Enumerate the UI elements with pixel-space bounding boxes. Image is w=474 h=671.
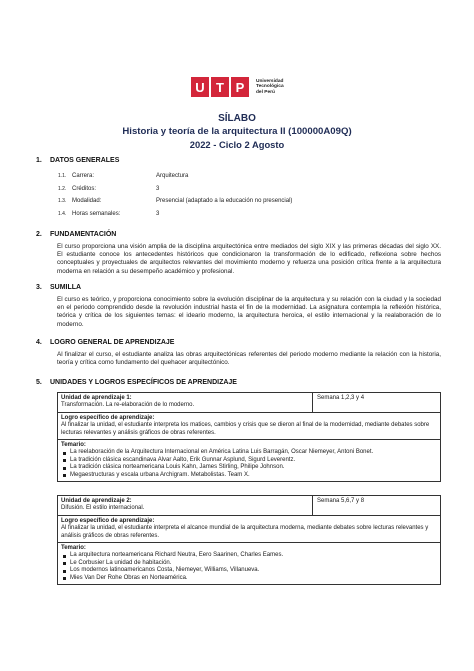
utp-logo xyxy=(191,76,290,98)
section-title: DATOS GENERALES xyxy=(50,157,120,164)
unit-table-2 xyxy=(57,495,441,585)
unit-subtitle: Transformación. La re-elaboración de lo moderno. xyxy=(61,402,195,409)
logro-text: Al finalizar la unidad, el estudiante interpreta los matices, cambios y crisis que se dieron al final de la modernidad, mediante debates sobre lecturas relevantes y análisis gráficos de obras referentes. xyxy=(61,422,430,436)
row-label: Horas semanales: xyxy=(72,211,121,217)
unit-temario-row xyxy=(58,440,440,481)
temario-item: La arquitectura norteamericana Richard Neutra, Eero Saarinen, Charles Eames. xyxy=(70,552,437,559)
row-label: Carrera: xyxy=(72,173,95,179)
course-title: Historia y teoría de la arquitectura II (100000A09Q) xyxy=(122,126,352,137)
unit-logro-row xyxy=(58,413,440,440)
temario-item: La tradición clásica escandinava Alvar Aalto, Erik Gunnar Asplund, Sigurd Leverentz. xyxy=(70,457,437,464)
section-number: 4. xyxy=(36,339,42,346)
temario-item: Mies Van Der Rohe Obras en Norteamérica. xyxy=(70,575,437,582)
section-title: LOGRO GENERAL DE APRENDIZAJE xyxy=(50,339,175,346)
section-title: SUMILLA xyxy=(50,284,82,291)
row-value: Arquitectura xyxy=(156,173,189,179)
section-title: UNIDADES Y LOGROS ESPECÍFICOS DE APRENDIZAJE xyxy=(50,379,237,386)
logro-general-text: Al finalizar el curso, el estudiante analiza las obras arquitectónicas referentes del periodo moderno mediante la relación con la historia, teoría y crítica como fundamento del quehacer arquitectónico. xyxy=(57,351,441,367)
temario-list xyxy=(61,449,437,479)
temario-title: Temario: xyxy=(61,545,86,552)
unit-temario-row xyxy=(58,543,440,584)
row-number: 1.4. xyxy=(58,211,67,217)
temario-item: La reelaboración de la Arquitectura Internacional en América Latina Luis Barragán, Oscar Niemeyer, Antoni Bonet. xyxy=(70,449,437,456)
unit-weeks: Semana 1,2,3 y 4 xyxy=(317,395,365,401)
section-number: 5. xyxy=(36,379,42,386)
fundamentacion-text: El curso proporciona una visión amplia de la disciplina arquitectónica entre mediados del siglo XIX y las primeras décadas del siglo XX. El estudiante conoce los antecedentes históricos que condicionaron la transformación de lo edificado, reflexiona sobre hechos conceptuales y proyectuales de arquitectos relevantes del movimiento moderno y refuerza una posición crítica frente a la arquitectura moderna en relación a su desempeño académico y profesional. xyxy=(57,243,441,275)
logro-title: Logro específico de aprendizaje: xyxy=(61,414,155,421)
unit-header-row xyxy=(58,496,440,516)
section-heading-unidades xyxy=(36,379,237,386)
row-number: 1.2. xyxy=(58,186,67,192)
document-title: SÍLABO xyxy=(218,113,256,124)
logo-letter-p: P xyxy=(231,77,249,97)
unit-title: Unidad de aprendizaje 1: xyxy=(61,395,132,401)
info-row-carrera xyxy=(58,173,188,179)
row-number: 1.3. xyxy=(58,198,67,204)
temario-item: Los modernos latinoamericanos Costa, Niemeyer, Williams, Villanueva. xyxy=(70,567,437,574)
logo-university-name: Universidad Tecnológica del Perú xyxy=(256,78,284,95)
logro-text: Al finalizar la unidad, el estudiante interpreta el alcance mundial de la arquitectura moderna, mediante debates sobre lecturas relevantes y análisis gráficos de obras referentes. xyxy=(61,525,429,539)
section-number: 3. xyxy=(36,284,42,291)
row-label: Modalidad: xyxy=(72,198,102,204)
temario-list xyxy=(61,552,437,582)
info-row-modalidad xyxy=(58,198,292,204)
section-heading-datos-generales xyxy=(36,157,119,164)
unit-subtitle: Difusión. El estilo internacional. xyxy=(61,505,145,512)
section-number: 2. xyxy=(36,231,42,238)
row-value: 3 xyxy=(156,211,160,217)
temario-item: Megaestructuras y escala urbana Archigram. Metabolistas. Team X. xyxy=(70,472,437,479)
section-heading-fundamentacion xyxy=(36,231,116,238)
course-period: 2022 - Ciclo 2 Agosto xyxy=(189,139,285,150)
unit-weeks: Semana 5,6,7 y 8 xyxy=(317,498,365,504)
unit-table-1 xyxy=(57,392,441,482)
section-heading-sumilla xyxy=(36,284,81,291)
row-value: 3 xyxy=(156,186,160,192)
logo-letter-u: U xyxy=(191,77,209,97)
section-heading-logro-general xyxy=(36,339,174,346)
section-title: FUNDAMENTACIÓN xyxy=(50,231,117,238)
section-number: 1. xyxy=(36,157,42,164)
row-value: Presencial (adaptado a la educación no presencial) xyxy=(156,198,293,204)
unit-title: Unidad de aprendizaje 2: xyxy=(61,498,132,504)
logo-letter-t: T xyxy=(211,77,229,97)
logro-title: Logro específico de aprendizaje: xyxy=(61,517,155,524)
sumilla-text: El curso es teórico, y proporciona conocimiento sobre la evolución disciplinar de la arquitectura y su relación con la ciudad y la sociedad en el periodo comprendido desde la revolución industrial hasta el fin de la modernidad. La asignatura contempla la reflexión histórica, teórica y crítica de los siguientes temas: el ideario moderno, la arquitectura heroica, el estilo internacional y la realaboración de lo moderno. xyxy=(57,296,441,328)
temario-item: La tradición clásica norteamericana Louis Kahn, James Stirling, Philipe Johnson. xyxy=(70,464,437,471)
unit-title-cell xyxy=(58,393,313,412)
temario-title: Temario: xyxy=(61,442,86,449)
temario-item: Le Corbusier La unidad de habitación. xyxy=(70,560,437,567)
unit-logro-row xyxy=(58,516,440,543)
unit-header-row xyxy=(58,393,440,413)
row-label: Créditos: xyxy=(72,186,97,192)
row-number: 1.1. xyxy=(58,173,67,179)
info-row-horas xyxy=(58,211,159,217)
unit-title-cell xyxy=(58,496,313,515)
info-row-creditos xyxy=(58,186,159,192)
